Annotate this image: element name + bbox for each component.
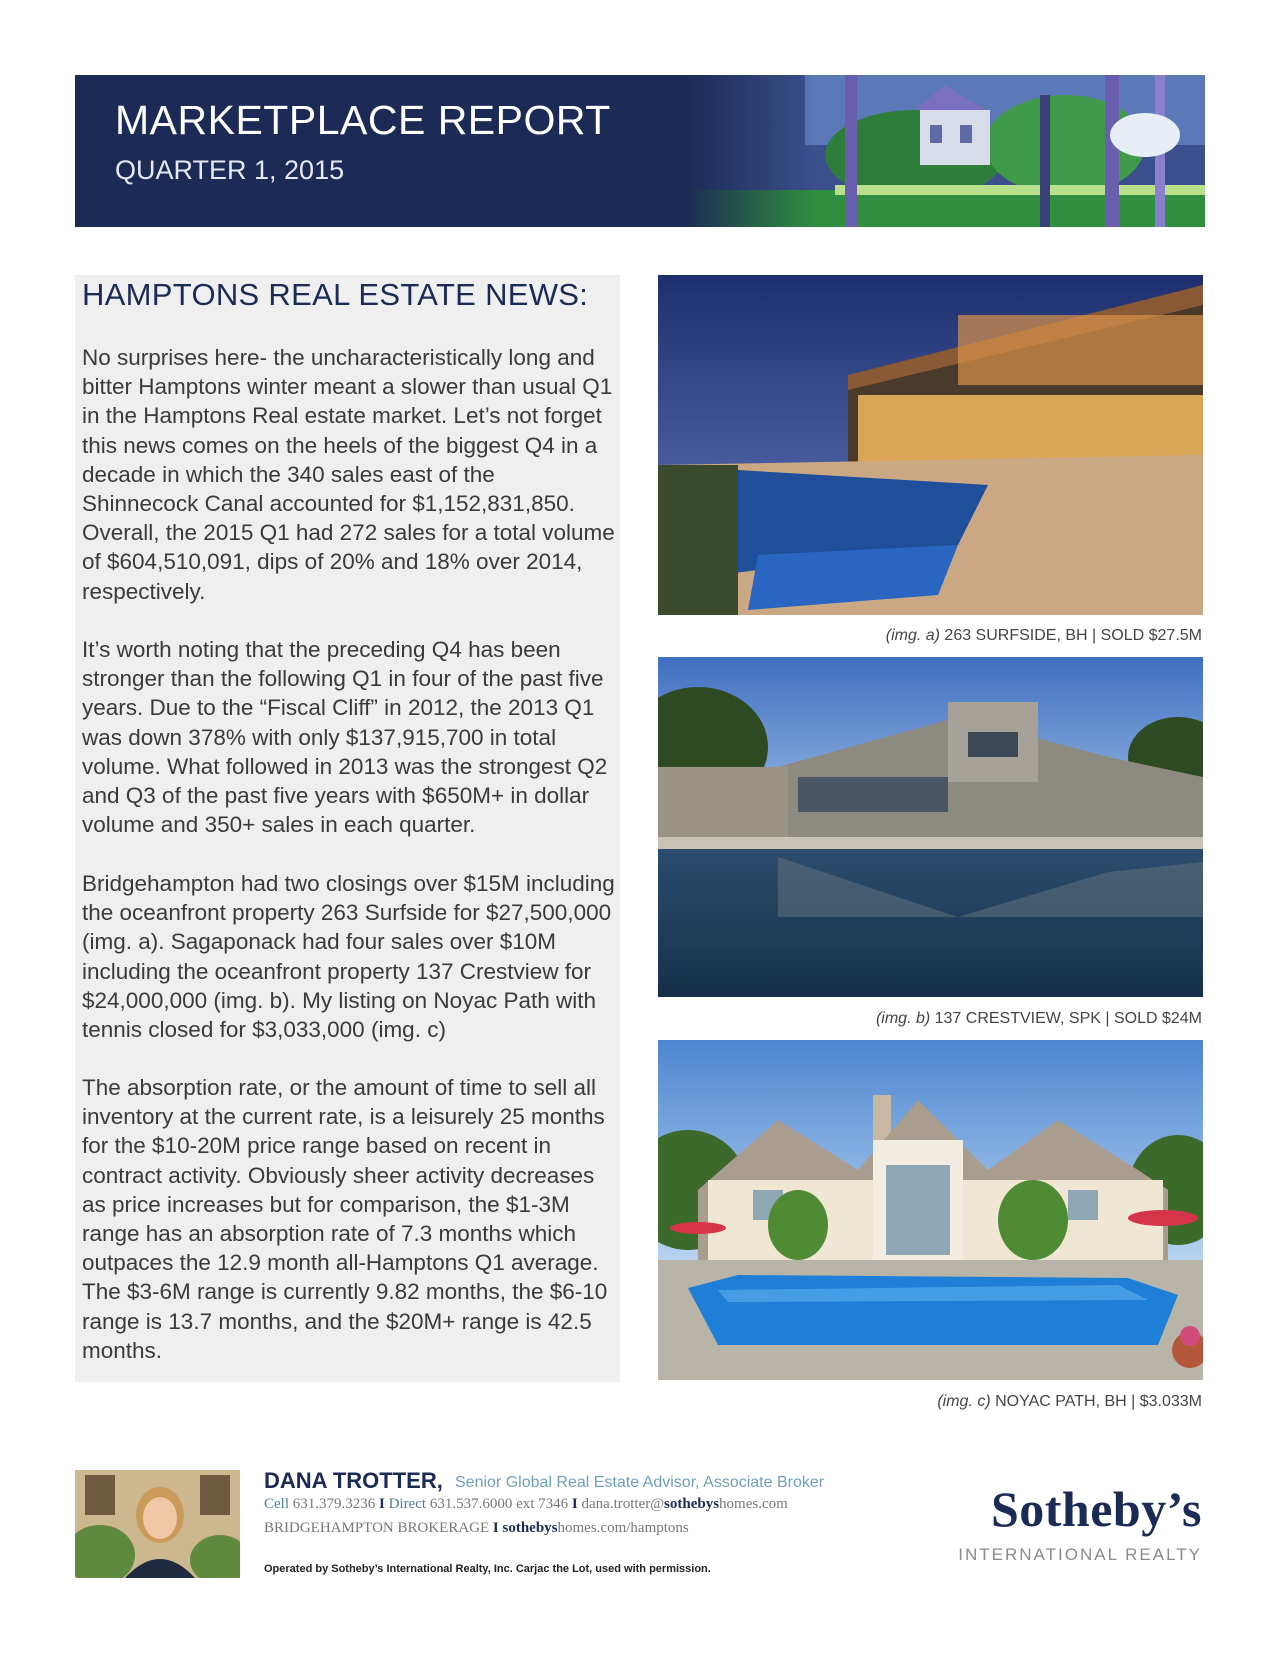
report-quarter: QUARTER 1, 2015: [115, 155, 345, 185]
cell-label: Cell: [264, 1496, 289, 1512]
disclaimer: Operated by Sotheby’s International Realty, Inc. Carjac the Lot, used with permission.: [264, 1563, 711, 1575]
news-paragraph-1: No surprises here- the uncharacteristically long and bitter Hamptons winter meant a slower than usual Q1 in the Hamptons Real estate market. Let’s not forget this news comes on the heels of the biggest Q4 in a decade in which the 340 sales east of the Shinnecock Canal accounted for $1,152,831,850. Overall, the 2015 Q1 had 272 sales for a total volume of $604,510,091, dips of 20% and 18% over 2014, respectively.: [82, 345, 615, 604]
caption-tag: (img. a): [885, 627, 940, 644]
sothebys-tagline: INTERNATIONAL REALTY: [958, 1545, 1202, 1564]
caption-img-a: [886, 627, 1202, 645]
news-panel: [75, 275, 620, 1382]
caption-tag: (img. c): [937, 1393, 991, 1410]
separator: I: [571, 1496, 578, 1512]
photo-263-surfside: [658, 275, 1203, 615]
caption-text: 263 SURFSIDE, BH | SOLD $27.5M: [939, 627, 1202, 644]
house-painting-image: [685, 75, 1205, 227]
separator: I: [492, 1520, 499, 1536]
news-paragraph-3: Bridgehampton had two closings over $15M including the oceanfront property 263 Surfside for $27,500,000 (img. a). Sagaponack had four sales over $10M including the oceanfront property 137 Crestview for $24,000,000 (img. b). My listing on Noyac Path with tennis closed for $3,033,000 (img. c): [82, 871, 615, 1043]
office-name: BRIDGEHAMPTON BROKERAGE: [264, 1520, 490, 1536]
agent-photo: [75, 1470, 240, 1578]
direct-number[interactable]: 631.537.6000 ext 7346: [429, 1496, 569, 1512]
sothebys-logo: Sotheby’s: [990, 1481, 1202, 1537]
caption-text: NOYAC PATH, BH | $3.033M: [990, 1393, 1202, 1410]
photo-noyac-path: [658, 1040, 1203, 1380]
report-title: MARKETPLACE REPORT: [115, 97, 611, 143]
caption-img-c: [937, 1393, 1202, 1411]
news-paragraph-2: It’s worth noting that the preceding Q4 has been stronger than the following Q1 in four of the past five years. Due to the “Fiscal Cliff” in 2012, the 2013 Q1 was down 378% with only $137,915,700 in total volume. What followed in 2013 was the strongest Q2 and Q3 of the past five years with $650M+ in dollar volume and 350+ sales in each quarter.: [82, 637, 608, 838]
separator: I: [379, 1496, 385, 1512]
agent-website[interactable]: sothebyshomes.com/hamptons: [502, 1520, 689, 1536]
agent-role: Senior Global Real Estate Advisor, Associate Broker: [455, 1474, 825, 1491]
caption-tag: (img. b): [875, 1010, 931, 1027]
caption-text: 137 CRESTVIEW, SPK | SOLD $24M: [930, 1010, 1202, 1027]
agent-office-line: [264, 1520, 689, 1537]
news-heading: HAMPTONS REAL ESTATE NEWS:: [82, 277, 589, 312]
agent-contact-line: [264, 1496, 788, 1513]
direct-label: Direct: [388, 1496, 427, 1512]
photo-137-crestview: [658, 657, 1203, 997]
agent-email[interactable]: dana.trotter@sothebyshomes.com: [581, 1496, 788, 1512]
header-banner: [75, 75, 1205, 227]
cell-number[interactable]: 631.379.3236: [292, 1496, 376, 1512]
caption-img-b: [876, 1010, 1202, 1028]
agent-name: DANA TROTTER,: [264, 1468, 443, 1493]
news-paragraph-4: The absorption rate, or the amount of time to sell all inventory at the current rate, is a leisurely 25 months for the $10-20M price range based on recent in contract activity. Obviously sheer activity decreases as price increases but for comparison, the $1-3M range has an absorption rate of 7.3 months which outpaces the 12.9 month all-Hamptons Q1 average. The $3-6M range is currently 9.82 months, the $6-10 range is 13.7 months, and the $20M+ range is 42.5 months.: [82, 1075, 608, 1363]
